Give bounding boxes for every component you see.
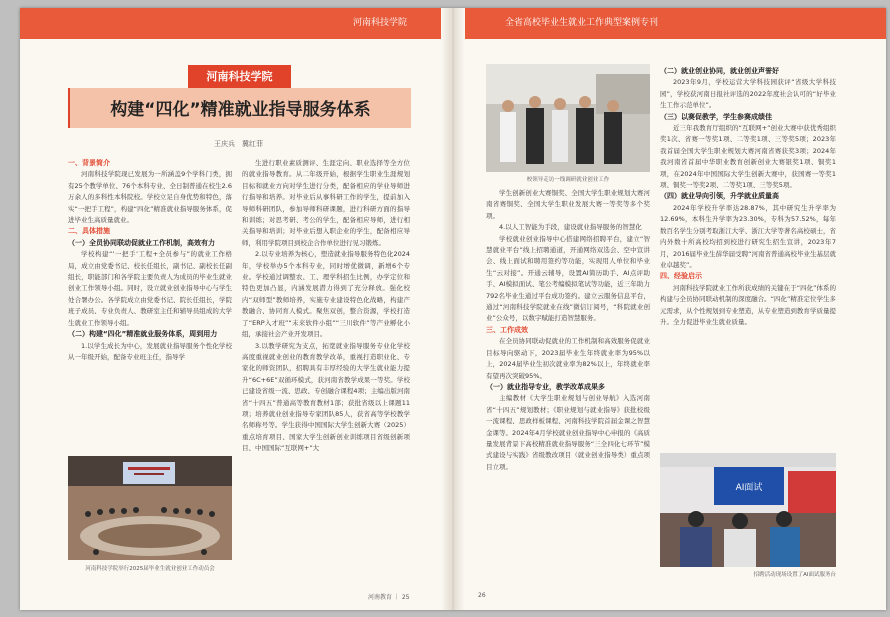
paragraph: 2.以专业培养为核心，塑造就业指导服务特色化2024年，学校举办5个本科专业，同时增优微调，新增6个专业。学校通过调整农、工、理学科招生比例，办学定位和特色更加凸显，内涵发展潜力得到了充分释放。强化校内“双师型”教师培养，实施专业建设特色化战略，构建产教融合、协同育人模式。聚焦双创，整合资源，学校打造了“ERP入才班”“未来软件小组”“三川软件”等产业孵化小组，承接社会产业开发项目。 xyxy=(242,250,410,339)
paragraph: 4.以人工智能为手段，建设就业指导服务的智慧化 xyxy=(499,223,642,232)
meeting-photo xyxy=(68,456,232,560)
paragraph: 2023年9月，学校运营大学科技园获评“省级大学科技园”，学校获河南日报社评选的2022年度社会认可的“好毕业生工作示范单位”。 xyxy=(660,78,836,110)
section-heading: 一、背景简介 xyxy=(68,159,110,167)
subsection-heading: （二）就业创业协同，就业创业声誉好 xyxy=(660,67,779,75)
section-heading: 四、经验启示 xyxy=(660,272,702,281)
paragraph: 学校构建“‘一把手’工程+全员参与”的就业工作格局，成立由党委书记、校长任组长，副书记、副校长任副组长，职能部门和各学院主要负责人为成员的毕业生就业创业工作领导小组。同时，设立就业创业指导中心与学生处合署办公。各学院成立由党委书记、院长任组长，学院班子成员、专业负责人、教研室主任和辅导员组成的大学生就业工作领导小组。 xyxy=(68,250,232,327)
visit-photo xyxy=(486,64,650,172)
svg-text:AI面试: AI面试 xyxy=(735,483,763,493)
right-page-number: 26 xyxy=(478,592,486,599)
right-top-photo-caption: 校领导走访一线调研就业创业工作 xyxy=(526,177,610,183)
subsection-heading: （一）就业指导专业，教学改革成果多 xyxy=(486,382,605,391)
left-page-number: 河南教育 ｜ 25 xyxy=(368,594,410,601)
subsection-heading: （一）全员协同联动促就业工作机制，高效有力 xyxy=(68,238,215,247)
paragraph: 3.以教学研究为支点，拓宽就业指导服务专业化学校高度重视就业创业的教育教学改革，重视打造职业化、专家化的师资团队，招聘具有丰厚经验的大学生就业能力提升“6C+6E”双循环模式，获河南省教学成果一等奖。学校已建设省级一流、思政、专创融合课程4项；主编出版河南省“十四五”普通高等教育教材1部；获批省级以上课题11项；培养就业创业指导专家团队85人，获省高等学校教学名师称号等。学生获得中国国际大学生创新大赛（2025）重点培育项目、国家大学生创新创业训练项目省级创新项目、中国国际“互联网+”大 xyxy=(242,341,410,453)
left-column-2 xyxy=(242,158,410,455)
paragraph: 近三年我教育厅组织的“互联网+”创业大赛中获优秀组织奖1次、省赛一等奖1项、二等奖1项、三等奖5项；2023年我首届全国大学生职业规划大赛河南省赛获奖3项；2024年我河南省首届中华职业教育创新创业大赛银奖1项、铜奖1项，在2024年中国国际大学生创新大赛中，获国赛一等奖1项、铜奖一等奖2项、二等奖1项、三等奖5项。 xyxy=(660,124,836,190)
section-heading: 三、工作成效 xyxy=(486,325,528,334)
paragraph: 河南科技学院现已发展为一所涵盖9个学科门类，拥有25个教学单位、76个本科专业、全日制普通在校生2.6万余人的多科性本科院校。学校立足自身优势和特色，落实“一把手工程”，构建“四化”精准就业指导服务体系，促进毕业生高质量就业。 xyxy=(68,170,232,225)
subsection-heading: （三）以赛促教学，学生参赛成绩佳 xyxy=(660,112,772,121)
authors: 王庆兵 冀红菲 xyxy=(214,140,263,148)
paragraph: 学校就业创业指导中心搭建网络招聘平台，建立“智慧就业平台”线上招聘通道，开通网络双选会、空中宣讲会、线上面试和聘用签约等功能，实现用人单位和毕业生“云对接”。开通云辅导，设置AI简历助手、AI点评助手、AI模拟面试、笔公考编模拟笔试等功能，近三年助力792名毕业生通过平台成功签约。建立云服务信息平台，通过“河南科技学院就业在线”微信订阅号，“科院就业创业”公众号，以数字赋能打造智慧服务。 xyxy=(486,234,650,323)
page-gutter xyxy=(441,8,465,610)
magazine-spread xyxy=(20,8,886,610)
paragraph: 学生创新创业大赛铜奖、全国大学生职业规划大赛河南省赛铜奖、全国大学生职业发展大赛一等奖等多个奖项。 xyxy=(486,189,650,220)
subsection-heading: （二）构建“四化”精准就业服务体系，周到用力 xyxy=(68,330,218,339)
ai-interview-photo xyxy=(660,453,836,567)
article-title: 构建“四化”精准就业指导服务体系 xyxy=(110,100,371,120)
paragraph: 生进行职业素质测评、生涯定向、职业选择等全方位的就业指导教育。从二年级开始，根据学生职业生涯规划目标和就业方向对学生进行分类，配备相应的学业导师进行指导和培养。对毕业后从事科研工作的学生，提前加入导师科研团队，参加导师科研课题，进行科研方面的指导和训练；对思考研、考公的学生，配备相应导师，进行相关指导和培训；对毕业后想入职企业的学生，配备相应导师，利用学院项目到校企合作单位进行见习锻炼。 xyxy=(242,159,410,247)
paragraph: 1.以学生成长为中心，发展就业指导服务个性化学校从一年级开始，配备专业班主任，指导学 xyxy=(68,341,232,361)
header-left: 河南科技学院 xyxy=(20,8,441,39)
paragraph: 主编教材《大学生职业规划与创业导航》入选河南省“十四五”规划教材；《职业规划与就业指导》获批校级一流课程、思政样板课程、河南科技学院首届金课之智慧金课等。2024年4月学校就业创业指导中心申报的《高质量发展背景下高校精准就业指导服务“三全四化七环节”模式建设与实践》省级教改项目（就业创业指导类）重点项目立项。 xyxy=(486,394,650,471)
paragraph: 在全员协同联动促就业的工作机制和高效服务促就业目标导向驱动下，2023届毕业生年终就业率为95%以上，2024届毕业生初次就业率为82%以上，年终就业率有望再次突破95%。 xyxy=(486,337,650,380)
right-column-2 xyxy=(660,66,836,328)
right-bottom-photo-caption: 招聘活动现场设置了AI面试服务台 xyxy=(753,572,836,578)
subsection-heading: （四）就业导向引领，升学就业质量高 xyxy=(660,192,779,201)
paragraph: 2024年学校升学率达28.87%，其中研究生升学率为12.69%，本科生升学率为23.30%，专科为57.52%，每年数百名学生分别考取浙江大学、浙江大学等著名高校硕士，省内外数十所高校均招到校进行研究生招生宣讲，2023年7月，2016届毕业生薛华届受聘“河南省普通高校毕业生基层就业卓越奖”。 xyxy=(660,203,836,269)
right-column-1 xyxy=(486,188,650,473)
title-box xyxy=(68,88,411,128)
section-heading: 二、具体措施 xyxy=(68,227,110,236)
header-right: 全省高校毕业生就业工作典型案例专刊 xyxy=(465,8,886,39)
paragraph: 河南科技学院就业工作所获成绩的关键在于“四化”体系的构建与全员协同联动机制的深度融合。“四化”精准定位学生多元需求，从个性规划到专业塑造，从专业塑造到教育学质量提升。全力促进毕业生就业质量。 xyxy=(660,283,836,326)
school-badge: 河南科技学院 xyxy=(188,65,291,89)
left-column-1 xyxy=(68,158,232,363)
left-photo-caption: 河南科技学院举行2025届毕业生就业创业工作动员会 xyxy=(85,566,215,572)
